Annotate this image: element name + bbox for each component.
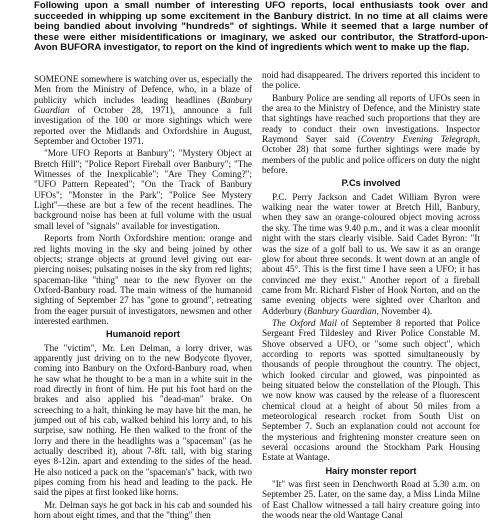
right-paragraph-3 [262, 192, 480, 316]
left-paragraph-5: Mr. Delman says he got back in his cab and sounded his horn about eight times, and that the "thing" then [34, 499, 252, 521]
source-citation: Banbury Guardian [34, 94, 252, 116]
left-paragraph-1-text-b: of October 28, 1971), announce a full investigation of the 100 or more sightings which were reported over the Midlands and Oxfordshire in August, September and October 1971. [34, 105, 252, 147]
left-paragraph-4: The "victim", Mr. Len Delman, a lorry driver, was apparently just driving on to the new Bodycote flyover, coming into Banbury on the Oxford-Banbury road, when he saw what he thought to be a man in a white suit in the road directly in front of him. He put his foot hard on the brakes and also applied his "dead-man" brake. On screeching to a halt, thinking he may have hit the man, he jumped out of his cab, walked behind his lorry and, to his surprise, saw nothing. He then walked to the front of the lorry and there in the headlights was a "spaceman" (as he actually described it), about 7-8ft. tall, with big staring eyes 8-12in. apart and extending to the sides of the head. He also noticed a pack on the "spaceman's" back, with two pipes coming from his head and leading to the pack. He said the pipes at first looked like horns. [34, 342, 252, 498]
article-intro: Following upon a small number of interesting UFO reports, local enthusiasts took over and succeeded in whipping up some excitement in the Banbury district. In no time at all claims were being bandied about involving "hundreds" of sightings. While it seemed that a large number of these were either misidentifications or imaginary, we asked our contributor, the Stratford-upon-Avon BUFORA investigator, to report on the kind of ingredients which went to make up the flap. [34, 0, 488, 54]
left-paragraph-3: Reports from North Oxfordshire mention: orange and red lights moving in the sky and being joined by other objects; strange objects at ground level giving out ear-piercing noises; pulsating noises in the sky from red lights; spaceman-like "thing" near to the new flyover on the Oxford-Banbury road. The main witness of the humanoid sighting of September 27 has "gone to ground", retreating from the eager pursuit of investigators, newsmen and other interested earthmen. [34, 233, 252, 326]
right-paragraph-2-text-a: Banbury Police are sending all reports of UFOs seen in the area to the Ministry of Defence, and the Ministry state that sightings have reached such proportions that they are ready to conduct their own investigations. Inspector Raymond Sayer said ( [262, 92, 480, 145]
left-paragraph-1-text-a: somewhere is watching over us, especially the Men from the Ministry of Defence, who, in a blaze of publicity which includes leading headlines ( [34, 74, 252, 105]
left-paragraph-2: "More UFO Reports at Banbury"; "Mystery Object at Bretch Hill"; "Police Report Fireball over Banbury"; "The Witnesses of the Inexplicable"; "Are They Coming?"; "UFO Pattern Repeated"; "On the Track of Banbury UFOs"; "Monster in the Park"; "Police See Mystery Light"—these are but a few of the recent headlines. The background noise has been at full volume with the usual small level of "signals" available for investigation. [34, 148, 252, 231]
right-paragraph-3-text-b: , November 4). [376, 305, 433, 316]
right-paragraph-2 [262, 93, 480, 176]
subheading-pcs-involved: P.Cs involved [341, 178, 401, 189]
right-paragraph-1: noid had disappeared. The drivers reported this incident to the police. [262, 70, 480, 91]
right-paragraph-2-text-b: , October 28) that some further sightings were made by members of the public and police officers on duty the night before. [262, 134, 480, 176]
left-column [34, 74, 252, 522]
subheading-humanoid-report: Humanoid report [105, 329, 180, 340]
right-paragraph-3-text-a: P.C. Perry Jackson and Cadet William Byron were walking near the water tower at Bretch Hill, Banbury, when they saw an orange-coloured object moving across the sky. The time was 9.40 p.m., and it was a clear moonlit night with the stars clearly visible. Said Cadet Byron: "It was the size of a golf ball to us. We saw it as an orange glow for about three seconds. It went down at an angle of about 45°. This is the first time I have seen a UFO; it has convinced me they exist." Another report of a fireball came from Mr. Richard Fisher of Hook Norton, and on the same evening objects were sighted over Charlton and Adderbury ( [262, 191, 480, 316]
left-paragraph-1 [34, 74, 252, 146]
right-column [262, 70, 480, 522]
source-citation: The Oxford Mail [272, 317, 337, 328]
right-paragraph-4 [262, 318, 480, 463]
lead-word: SOMEONE [34, 74, 79, 84]
subheading-hairy-monster-report: Hairy monster report [325, 465, 417, 476]
source-citation: Coventry Evening Telegraph [360, 134, 478, 145]
source-citation: Banbury Guardian [307, 305, 377, 316]
right-paragraph-5: "It" was first seen in Denchworth Road at 5.30 a.m. on September 25. Later, on the same day, a Miss Linda Milne of East Challow witnessed a tall hairy creature going into the woods near the old Wantage Canal [262, 479, 480, 521]
right-paragraph-4-text: of September 8 reported that Police Sergeant Fred Tildesley and River Police Constable M. Shove observed a UFO, or "some such object", which according to reports was spotted simultaneously by thousands of people throughout the country. The object, which looked circular and glowed, was pinpointed as being situated below the constellation of the Plough. This we now know was caused by the release of a fluorescent chemical cloud at a height of about 50 miles from a meteorological research rocket from South Uist on September 7. Such an explanation could not account for the mysterious and frightening monster creature seen on several occasions around the Stockham Park Housing Estate at Wantage. [262, 317, 480, 463]
